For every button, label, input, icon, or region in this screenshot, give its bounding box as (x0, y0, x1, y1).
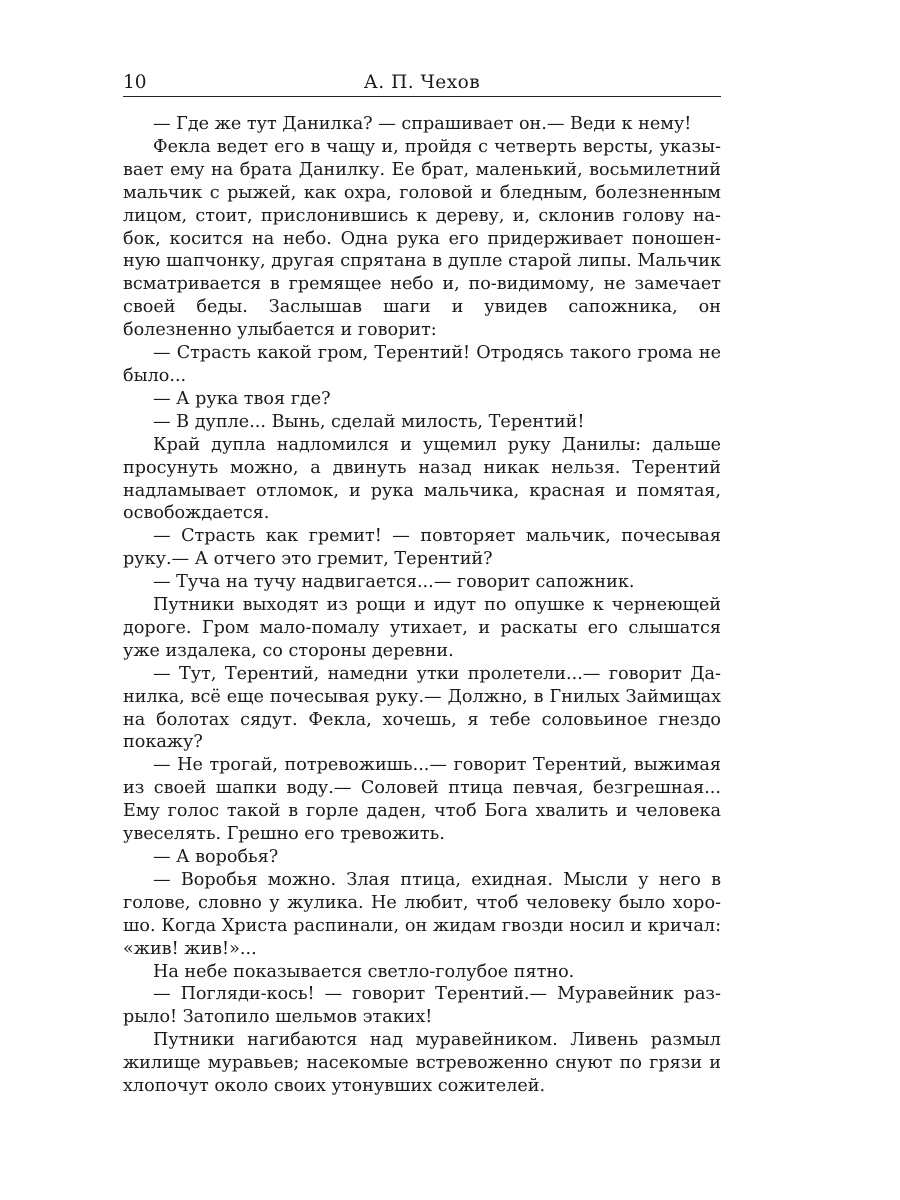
paragraph: Фекла ведет его в чащу и, пройдя с четверть версты, указывает ему на брата Данилку. Ее брат, маленький, восьмилетний мальчик с рыжей, как охра, головой и бледным, болезненным лицом, стоит, прислонившись к дереву, и, склонив голову набок, косится на небо. Одна рука его придерживает поношенную шапчонку, другая спрятана в дупле старой липы. Мальчик всматривается в гремящее небо и, по-видимому, не замечает своей беды. Заслышав шаги и увидев сапожника, он болезненно улыбается и говорит: (123, 136, 721, 341)
paragraph: Путники нагибаются над муравейником. Ливень размыл жилище муравьев; насекомые встревоженно снуют по грязи и хлопочут около своих утонувших сожителей. (123, 1030, 721, 1097)
paragraph: — Страсть как гремит! — повторяет мальчик, почесывая руку.— А отчего это гремит, Терентий? (123, 526, 721, 570)
paragraph: — В дупле... Вынь, сделай милость, Терентий! (153, 411, 585, 432)
paragraph: На небе показывается светло-голубое пятно. (153, 961, 575, 982)
paragraph: — Где же тут Данилка? — спрашивает он.— Веди к нему! (153, 114, 692, 134)
paragraph: — А воробья? (153, 847, 279, 867)
page-number: 10 (123, 72, 147, 93)
paragraph: — Воробья можно. Злая птица, ехидная. Мысли у него в голове, словно у жулика. Не любит, чтоб человеку было хорошо. Когда Христа распинали, он жидам гвозди носил и кричал: «жив! жив!»... (123, 869, 721, 959)
book-page (123, 70, 721, 1098)
paragraph: — Туча на тучу надвигается...— говорит сапожник. (153, 572, 635, 593)
paragraph: — Не трогай, потревожишь...— говорит Терентий, выжимая из своей шапки воду.— Соловей птица певчая, безгрешная... Ему голос такой в горле даден, чтоб Бога хвалить и человека увеселять. Грешно его тревожить. (123, 755, 721, 845)
running-title: А. П. Чехов (363, 72, 481, 93)
running-header (123, 70, 721, 97)
paragraph: — А рука твоя где? (153, 388, 331, 409)
paragraph: — Тут, Терентий, намедни утки пролетели...— говорит Данилка, всё еще почесывая руку.— Должно, в Гнилых Займищах на болотах сядут. Фекла, хочешь, я тебе соловьиное гнездо покажу? (123, 663, 721, 753)
paragraph: Путники выходят из рощи и идут по опушке к чернеющей дороге. Гром мало-помалу утихает, и раскаты его слышатся уже издалека, со стороны деревни. (123, 595, 721, 661)
paragraph: Край дупла надломился и ущемил руку Данилы: дальше просунуть можно, а двинуть назад никак нельзя. Терентий надламывает отломок, и рука мальчика, красная и помятая, освобождается. (123, 434, 721, 524)
text-body (123, 113, 721, 1098)
paragraph: — Страсть какой гром, Терентий! Отродясь такого грома не было... (123, 343, 721, 386)
paragraph: — Погляди-кось! — говорит Терентий.— Муравейник разрыло! Затопило шельмов этаких! (123, 984, 721, 1028)
